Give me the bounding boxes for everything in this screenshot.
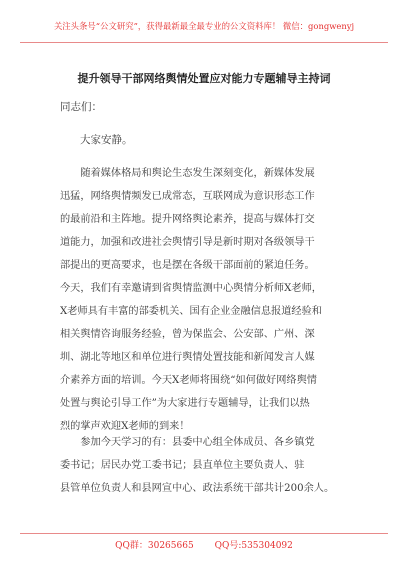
paragraph-line: 参加今天学习的有：县委中心组全体成员、各乡镇党 — [60, 437, 315, 448]
paragraph-line: 委书记；居民办党工委书记；县直单位主要负责人、驻 — [60, 460, 305, 471]
paragraph-line: 介素养方面的培训。今天X老师将围绕“如何做好网络舆情 — [60, 375, 317, 386]
document-title: 提升领导干部网络舆情处置应对能力专题辅导主持词 — [77, 72, 331, 85]
paragraph-line: 今天，我们有幸邀请到省舆情监测中心舆情分析师X老师， — [60, 283, 322, 294]
greeting: 大家安静。 — [80, 134, 133, 146]
qq-number: QQ号:535304092 — [214, 541, 293, 551]
paragraph-line: X老师具有丰富的部委机关、国有企业金融信息报道经验和 — [60, 306, 322, 317]
paragraph-line: 的最前沿和主阵地。提升网络舆论素养，提高与媒体打交 — [60, 214, 315, 225]
paragraph-line: 道能力，加强和改进社会舆情引导是新时期对各级领导干 — [60, 237, 315, 248]
paragraph-line: 圳、湖北等地区和单位进行舆情处置技能和新闻发言人媒 — [60, 352, 315, 363]
paragraph-attendees — [60, 431, 360, 500]
paragraph-line: 迅猛，网络舆情频发已成常态，互联网成为意识形态工作 — [60, 191, 315, 202]
header-banner: 关注头条号“公文研究”，获得最新最全最专业的公文资料库！ 微信：gongwenyj — [53, 21, 355, 31]
paragraph-line: 随着媒体格局和舆论生态发生深刻变化，新媒体发展 — [60, 168, 315, 179]
salutation: 同志们： — [60, 101, 102, 113]
paragraph-line: 县管单位负责人和县网宣中心、政法系统干部共计200余人。 — [60, 483, 335, 494]
footer-divider — [20, 533, 388, 534]
paragraph-line: 部提出的更高要求，也是摆在各级干部面前的紧迫任务。 — [60, 260, 315, 271]
paragraph-line: 烈的掌声欢迎X老师的到来！ — [60, 421, 190, 432]
paragraph-line: 相关舆情咨询服务经验，曾为保监会、公安部、广州、深 — [60, 329, 315, 340]
qq-group-number: QQ群：30265665 — [115, 541, 194, 551]
header-divider — [20, 42, 388, 43]
paragraph-line: 处置与舆论引导工作”为大家进行专题辅导，让我们以热 — [60, 398, 310, 409]
footer-contact — [0, 538, 408, 551]
paragraph-intro — [60, 162, 360, 438]
